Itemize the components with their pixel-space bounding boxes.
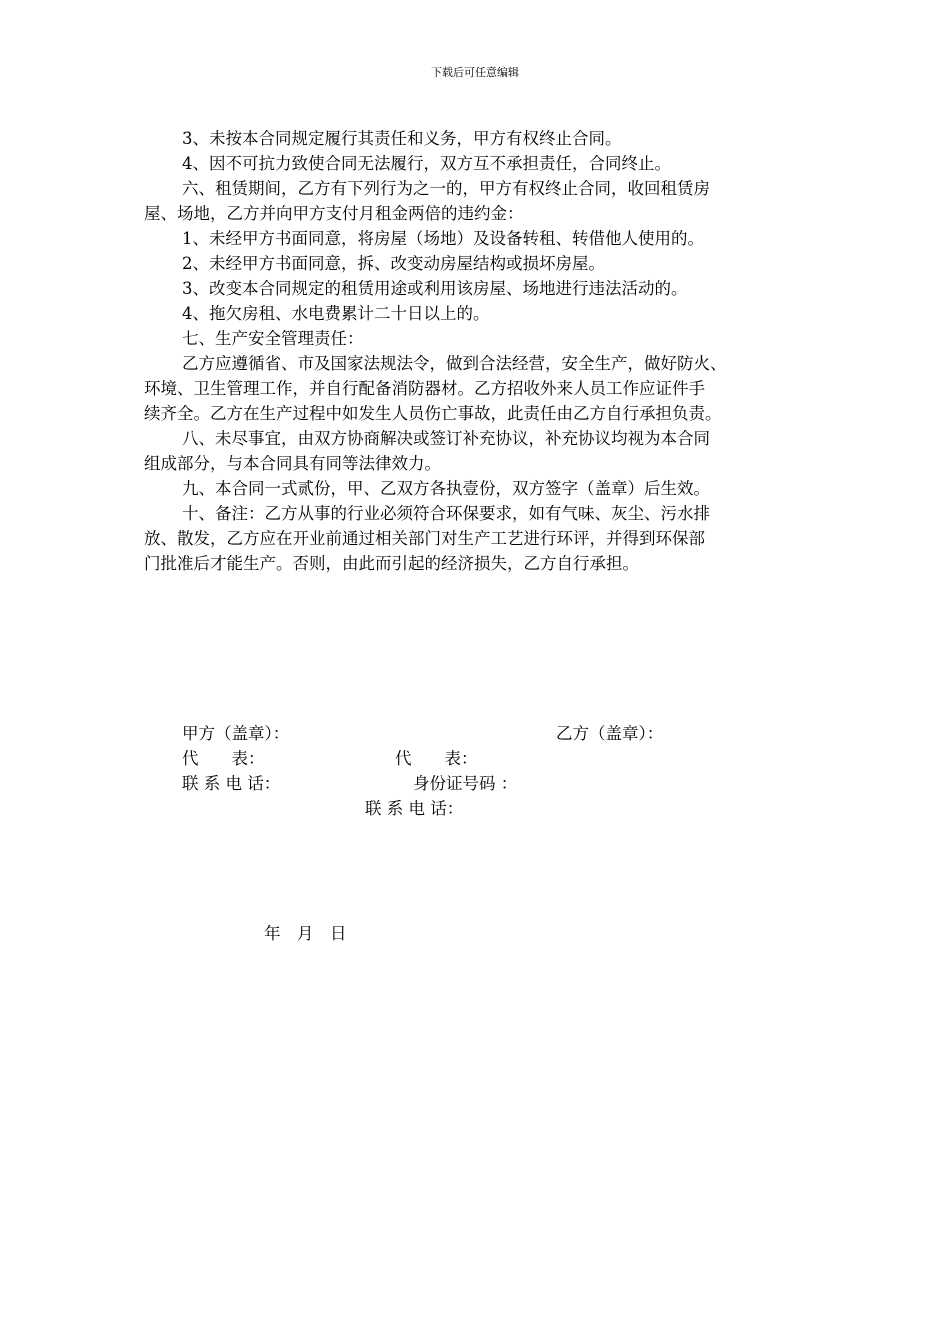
contract-line: 乙方应遵循省、市及国家法规法令，做到合法经营，安全生产，做好防火、 <box>182 354 727 373</box>
contract-line: 十、备注：乙方从事的行业必须符合环保要求，如有气味、灰尘、污水排 <box>182 504 710 523</box>
contract-line: 环境、卫生管理工作，并自行配备消防器材。乙方招收外来人员工作应证件手 <box>144 379 705 398</box>
party-a-representative-label: 代 表： <box>182 749 265 768</box>
contract-line: 2、未经甲方书面同意，拆、改变动房屋结构或损坏房屋。 <box>182 254 605 273</box>
party-b-seal-label: 乙方（盖章）： <box>556 724 664 743</box>
party-b-representative-label: 代 表： <box>395 749 478 768</box>
page-header: 下载后可任意编辑 <box>431 66 519 79</box>
contract-line: 3、未按本合同规定履行其责任和义务，甲方有权终止合同。 <box>182 129 622 148</box>
contract-line: 4、因不可抗力致使合同无法履行，双方互不承担责任，合同终止。 <box>182 154 671 173</box>
party-a-phone-label: 联 系 电 话： <box>182 774 281 793</box>
contract-line: 1、未经甲方书面同意，将房屋（场地）及设备转租、转借他人使用的。 <box>182 229 704 248</box>
party-a-seal-label: 甲方（盖章）： <box>182 724 290 743</box>
contract-line: 组成部分，与本合同具有同等法律效力。 <box>144 454 441 473</box>
contract-line: 屋、场地，乙方并向甲方支付月租金两倍的违约金： <box>144 204 524 223</box>
contract-line: 续齐全。乙方在生产过程中如发生人员伤亡事故，此责任由乙方自行承担负责。 <box>144 404 722 423</box>
party-b-id-number-label: 身份证号码 ： <box>413 774 518 793</box>
contract-line: 六、租赁期间，乙方有下列行为之一的，甲方有权终止合同，收回租赁房 <box>182 179 710 198</box>
contract-line: 3、改变本合同规定的租赁用途或利用该房屋、场地进行违法活动的。 <box>182 279 688 298</box>
party-b-phone-label: 联 系 电 话： <box>365 799 464 818</box>
contract-line: 放、散发，乙方应在开业前通过相关部门对生产工艺进行环评，并得到环保部 <box>144 529 705 548</box>
contract-line: 七、生产安全管理责任： <box>182 329 364 348</box>
contract-line: 九、本合同一式贰份，甲、乙双方各执壹份，双方签字（盖章）后生效。 <box>182 479 710 498</box>
contract-line: 八、未尽事宜，由双方协商解决或签订补充协议，补充协议均视为本合同 <box>182 429 710 448</box>
contract-line: 4、拖欠房租、水电费累计二十日以上的。 <box>182 304 490 323</box>
contract-body <box>144 126 810 576</box>
contract-line: 门批准后才能生产。否则，由此而引起的经济损失，乙方自行承担。 <box>144 554 639 573</box>
date-line: 年 月 日 <box>264 924 347 943</box>
